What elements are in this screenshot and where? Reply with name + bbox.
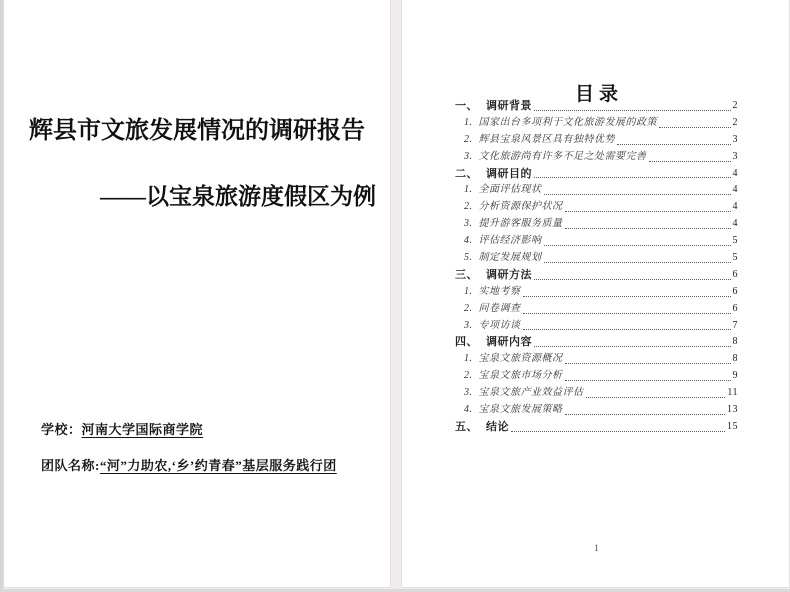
toc-entry-page: 13 [727, 404, 738, 416]
toc-entry-number: 1. [464, 116, 473, 128]
toc-leader-dots [534, 346, 731, 347]
toc-leader-dots [565, 380, 731, 381]
toc-leader-dots [511, 431, 725, 432]
toc-entry-page: 6 [732, 302, 738, 314]
toc-leader-dots [565, 211, 731, 212]
toc-leader-dots [617, 144, 731, 145]
toc-entry-number: 一、 [455, 100, 478, 112]
toc-entry-number: 5. [464, 252, 473, 264]
toc-entry[interactable] [455, 98, 738, 115]
toc-entry-text: 实地考察 [478, 285, 521, 297]
toc-entry[interactable] [455, 301, 738, 318]
toc-entry-text: 结论 [486, 420, 509, 433]
toc-entry[interactable] [455, 368, 738, 385]
toc-entry-number: 3. [464, 387, 473, 399]
toc-entry[interactable] [455, 334, 738, 351]
toc-entry-text: 宝泉文旅产业效益评估 [478, 387, 584, 399]
toc-entry-number: 五、 [455, 420, 478, 433]
toc-entry-page: 15 [727, 420, 738, 432]
toc-entry-page: 11 [727, 387, 738, 399]
toc-leader-dots [534, 110, 731, 111]
toc-entry-page: 9 [732, 370, 738, 382]
toc-entry-number: 2. [464, 133, 473, 145]
toc-entry-number: 2. [464, 201, 473, 213]
toc-entry-page: 8 [732, 336, 738, 348]
toc-entry-text: 国家出台多项利于文化旅游发展的政策 [478, 116, 657, 128]
toc-entry-page: 4 [732, 167, 738, 179]
report-subtitle: ——以宝泉旅游度假区为例 [100, 184, 376, 209]
toc-entry-number: 3. [464, 218, 473, 230]
toc-entry-page: 2 [732, 99, 738, 111]
toc-leader-dots [523, 296, 731, 297]
toc-entry-number: 2. [464, 370, 473, 382]
toc-entry-text: 评估经济影响 [478, 235, 542, 247]
toc-entry-page: 6 [732, 285, 738, 297]
toc-entry-page: 7 [732, 319, 738, 331]
team-field [41, 455, 337, 474]
school-field [41, 419, 203, 438]
toc-entry-page: 4 [732, 184, 738, 196]
toc-entry-number: 二、 [455, 167, 478, 180]
toc-entry-page: 6 [732, 268, 738, 280]
toc-entry[interactable] [455, 419, 738, 436]
toc-leader-dots [534, 279, 731, 280]
toc-entry-number: 3. [464, 319, 473, 331]
toc-leader-dots [544, 194, 731, 195]
toc-entry-number: 1. [464, 285, 473, 297]
toc-leader-dots [586, 397, 726, 398]
toc-leader-dots [523, 329, 731, 330]
toc-entry-page: 2 [732, 116, 738, 128]
toc-leader-dots [649, 161, 731, 162]
toc-entry[interactable] [455, 149, 738, 166]
toc-entry[interactable] [455, 351, 738, 368]
toc-entry-number: 四、 [455, 336, 478, 349]
toc-entry-page: 5 [732, 252, 738, 263]
toc-leader-dots [534, 177, 731, 178]
toc-entry-number: 1. [464, 184, 473, 196]
toc-entry-page: 3 [732, 150, 738, 162]
toc-entry-number: 2. [464, 302, 473, 314]
toc-entry-page: 5 [732, 235, 738, 247]
toc-entry-text: 专项访谈 [478, 319, 521, 331]
toc-entry[interactable] [455, 267, 738, 284]
toc-entry-text: 分析资源保护状况 [478, 201, 563, 213]
toc-entry[interactable] [455, 402, 738, 419]
toc-entry-number: 1. [464, 353, 473, 365]
school-value: 河南大学国际商学院 [81, 422, 204, 437]
toc-entry[interactable] [455, 115, 738, 132]
toc-entry[interactable] [455, 166, 738, 183]
toc-entry[interactable] [455, 318, 738, 335]
toc-entry-number: 4. [464, 404, 473, 416]
cover-page [3, 0, 391, 588]
school-label: 学校： [41, 422, 82, 437]
viewer-left-edge [0, 0, 3, 592]
toc-entry-page: 4 [732, 201, 738, 213]
toc-entry[interactable] [455, 199, 738, 216]
toc-entry[interactable] [455, 284, 738, 301]
report-title: 辉县市文旅发展情况的调研报告 [29, 118, 365, 144]
toc-entry-number: 3. [464, 150, 473, 162]
toc-entry[interactable] [455, 250, 738, 267]
toc-leader-dots [565, 363, 731, 364]
toc-entry[interactable] [455, 216, 738, 233]
toc-entry[interactable] [455, 182, 738, 199]
toc-entry-text: 提升游客服务质量 [478, 218, 563, 230]
page-number: 1 [594, 543, 599, 553]
toc-entry-text: 宝泉文旅资源概况 [478, 353, 563, 365]
toc-title: 目录 [574, 84, 623, 105]
toc-entry-number: 4. [464, 235, 473, 247]
toc-entry-number: 三、 [455, 268, 478, 281]
toc-entry-page: 8 [732, 353, 738, 365]
team-label: 团队名称: [41, 458, 100, 473]
toc-entry-text: 宝泉文旅市场分析 [478, 370, 563, 382]
toc-leader-dots [523, 313, 731, 314]
toc-leader-dots [659, 127, 731, 128]
toc-leader-dots [565, 228, 731, 229]
toc-entry[interactable] [455, 132, 738, 149]
toc-entry-text: 文化旅游尚有许多不足之处需要完善 [478, 150, 647, 162]
toc-entry-page: 3 [732, 133, 738, 145]
toc-leader-dots [544, 262, 731, 263]
team-value: “河”力助农,‘乡’约青春”基层服务践行团 [99, 458, 337, 473]
toc-leader-dots [544, 245, 731, 246]
toc-entry-text: 辉县宝泉风景区具有独特优势 [478, 133, 615, 145]
toc-entry-text: 制定发展规划 [478, 252, 542, 264]
toc-entry-text: 调研背景 [486, 100, 532, 112]
toc-page [401, 0, 790, 588]
toc-entry-page: 4 [732, 218, 738, 230]
toc-entry-text: 调研目的 [486, 167, 532, 180]
toc-leader-dots [565, 414, 726, 415]
toc-entry-text: 调研方法 [486, 268, 532, 281]
toc-list [455, 98, 738, 436]
toc-entry-text: 调研内容 [486, 336, 532, 349]
toc-entry[interactable] [455, 233, 738, 250]
toc-entry[interactable] [455, 385, 738, 402]
toc-entry-text: 全面评估现状 [478, 184, 542, 196]
toc-entry-text: 问卷调查 [478, 302, 521, 314]
toc-entry-text: 宝泉文旅发展策略 [478, 404, 563, 416]
